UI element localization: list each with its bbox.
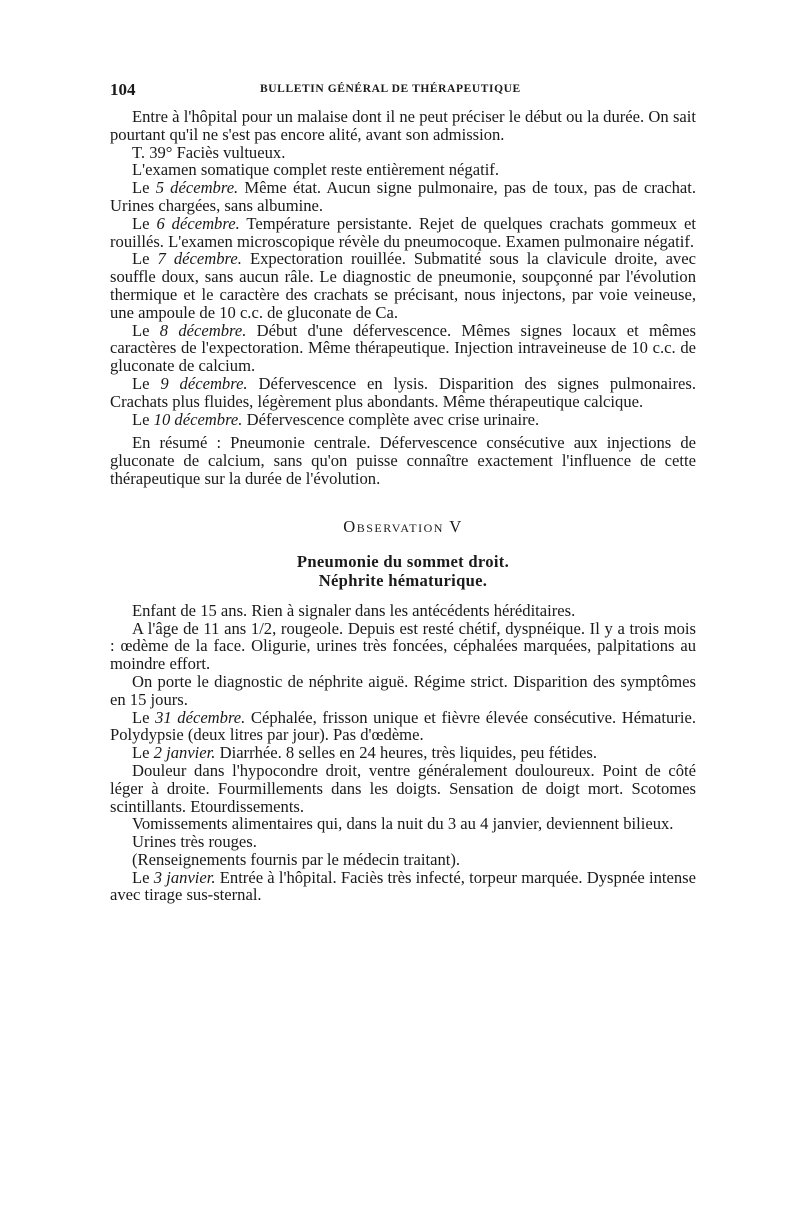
- paragraph: A l'âge de 11 ans 1/2, rougeole. Depuis est resté chétif, dyspnéique. Il y a trois mois : œdème de la face. Oligurie, urines très foncées, céphalées marquées, palpitations au moindre effort.: [110, 618, 696, 674]
- case-title-line-1: Pneumonie du sommet droit.: [296, 551, 510, 571]
- entry-date: 31 décembre.: [155, 707, 246, 727]
- le-prefix: Le: [132, 178, 150, 198]
- dated-paragraph: [110, 869, 696, 905]
- le-prefix: Le: [132, 867, 150, 887]
- entry-date: 7 décembre.: [157, 249, 242, 269]
- le-prefix: Le: [132, 213, 150, 233]
- le-prefix: Le: [132, 320, 150, 340]
- le-prefix: Le: [132, 249, 150, 269]
- entry-text: Défervescence en lysis. Disparition des signes pulmonaires. Crachats plus fluides, légèrement plus abondants. Même thérapeutique calcique.: [110, 373, 696, 411]
- page-number: 104: [110, 80, 136, 99]
- paragraph: Enfant de 15 ans. Rien à signaler dans les antécédents héréditaires.: [132, 600, 576, 620]
- dated-paragraph: [110, 375, 696, 411]
- entry-date: 9 décembre.: [160, 373, 248, 393]
- entry-text: Entrée à l'hôpital. Faciès très infecté, torpeur marquée. Dyspnée intense avec tirage sus-sternal.: [110, 867, 696, 905]
- paragraph: Douleur dans l'hypocondre droit, ventre généralement douloureux. Point de côté léger à droite. Fourmillements dans les doigts. Sensation de doigt mort. Scotomes scintillants. Etourdissements.: [110, 760, 696, 816]
- le-prefix: Le: [132, 743, 150, 763]
- case-four-text: [110, 108, 696, 488]
- paragraph: (Renseignements fournis par le médecin traitant).: [132, 849, 461, 869]
- observation-label: Observation V: [343, 516, 463, 536]
- dated-paragraph: [110, 709, 696, 745]
- case-five-text: [110, 602, 696, 905]
- paragraph: L'examen somatique complet reste entièrement négatif.: [132, 160, 499, 180]
- entry-date: 10 décembre.: [153, 409, 243, 429]
- case-title-line-2: Néphrite hématurique.: [318, 570, 488, 590]
- document-page: [110, 80, 696, 904]
- entry-date: 8 décembre.: [159, 320, 247, 340]
- entry-date: 5 décembre.: [155, 178, 239, 198]
- entry-date: 3 janvier.: [153, 867, 216, 887]
- running-header: [110, 80, 696, 102]
- le-prefix: Le: [132, 373, 150, 393]
- dated-paragraph: [110, 215, 696, 251]
- entry-text: Diarrhée. 8 selles en 24 heures, très liquides, peu fétides.: [219, 743, 597, 763]
- dated-paragraph: [110, 411, 696, 429]
- dated-paragraph: [110, 179, 696, 215]
- paragraph: On porte le diagnostic de néphrite aiguë. Régime strict. Disparition des symptômes en 15 jours.: [110, 671, 696, 709]
- paragraph: Urines très rouges.: [132, 832, 257, 852]
- le-prefix: Le: [132, 409, 150, 429]
- paragraph: T. 39° Faciès vultueux.: [132, 142, 286, 162]
- entry-text: Céphalée, frisson unique et fièvre élevée consécutive. Hématurie. Polydypsie (deux litres par jour). Pas d'œdème.: [110, 707, 696, 745]
- le-prefix: Le: [132, 707, 150, 727]
- entry-text: Même état. Aucun signe pulmonaire, pas de toux, pas de crachat. Urines chargées, sans albumine.: [110, 178, 696, 215]
- entry-text: Début d'une défervescence. Mêmes signes locaux et mêmes caractères de l'expectoration. Même thérapeutique. Injection intraveineuse de 10 c.c. de gluconate de calcium.: [110, 320, 696, 376]
- paragraph: Entre à l'hôpital pour un malaise dont il ne peut préciser le début ou la durée. On sait pourtant qu'il ne s'est pas encore alité, avant son admission.: [110, 107, 696, 144]
- entry-text: Température persistante. Rejet de quelques crachats gommeux et rouillés. L'examen microscopique révèle du pneumocoque. Examen pulmonaire négatif.: [110, 213, 696, 251]
- summary-paragraph: En résumé : Pneumonie centrale. Défervescence consécutive aux injections de gluconate de calcium, sans qu'on puisse connaître exactement l'influence de cette thérapeutique sur la durée de l'évolution.: [110, 433, 696, 488]
- entry-date: 6 décembre.: [156, 213, 240, 233]
- observation-heading: [110, 518, 696, 536]
- dated-paragraph: [110, 744, 696, 762]
- dated-paragraph: [110, 322, 696, 375]
- entry-text: Expectoration rouillée. Submatité sous la clavicule droite, avec souffle doux, sans aucun râle. Le diagnostic de pneumonie, soupçonné par l'évolution thermique et le caractère des crachats se précisant, nous injectons, par voie veineuse, une ampoule de 10 c.c. de gluconate de Ca.: [110, 249, 696, 322]
- entry-text: Défervescence complète avec crise urinaire.: [246, 409, 540, 429]
- paragraph: Vomissements alimentaires qui, dans la nuit du 3 au 4 janvier, deviennent bilieux.: [132, 814, 674, 834]
- journal-title: BULLETIN GÉNÉRAL DE THÉRAPEUTIQUE: [260, 83, 521, 95]
- entry-date: 2 janvier.: [153, 743, 216, 763]
- dated-paragraph: [110, 250, 696, 321]
